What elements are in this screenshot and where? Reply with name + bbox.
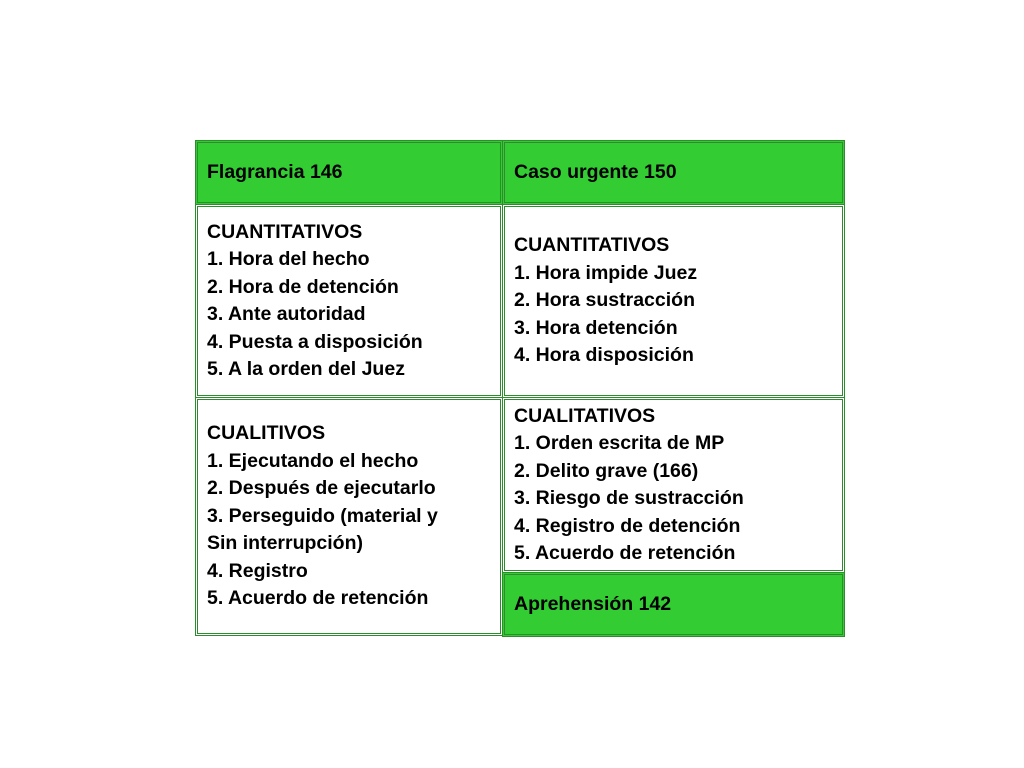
flagrancia-header-text: Flagrancia 146 <box>207 160 343 183</box>
flagrancia-cualitativos-item: Sin interrupción) <box>207 532 363 555</box>
flagrancia-cuantitativos-item: 3. Ante autoridad <box>207 303 366 325</box>
flagrancia-cuantitativos-title: CUANTITATIVOS <box>207 220 363 243</box>
flagrancia-header-cell <box>195 140 503 205</box>
aprehension-header-cell <box>502 572 845 637</box>
flagrancia-cualitativos-cell <box>195 397 503 636</box>
caso-urgente-cuantitativos-title: CUANTITATIVOS <box>514 234 670 257</box>
flagrancia-cuantitativos-cell <box>195 204 503 398</box>
caso-urgente-cuantitativos-item: 3. Hora detención <box>514 316 678 339</box>
aprehension-header-text: Aprehensión 142 <box>514 592 672 615</box>
caso-urgente-cualitativos-title: CUALITATIVOS <box>514 404 656 427</box>
caso-urgente-header-cell <box>502 140 845 205</box>
flagrancia-cualitativos-item: 3. Perseguido (material y <box>207 504 438 527</box>
caso-urgente-cuantitativos-item: 1. Hora impide Juez <box>514 261 698 284</box>
caso-urgente-cuantitativos-cell <box>502 204 845 398</box>
caso-urgente-cualitativos-item: 4. Registro de detención <box>514 514 741 537</box>
flagrancia-cualitativos-title: CUALITIVOS <box>207 422 326 445</box>
flagrancia-cuantitativos-item: 4. Puesta a disposición <box>207 330 423 353</box>
caso-urgente-cualitativos-cell <box>502 397 845 573</box>
flagrancia-cualitativos-item: 2. Después de ejecutarlo <box>207 477 436 500</box>
flagrancia-cuantitativos-item: 1. Hora del hecho <box>207 248 370 270</box>
flagrancia-cualitativos-item: 4. Registro <box>207 559 308 582</box>
flagrancia-cualitativos-item: 5. Acuerdo de retención <box>207 587 429 610</box>
caso-urgente-header-text: Caso urgente 150 <box>514 160 677 183</box>
flagrancia-cuantitativos-item: 5. A la orden del Juez <box>207 358 405 380</box>
caso-urgente-cualitativos-item: 5. Acuerdo de retención <box>514 542 736 564</box>
flagrancia-cuantitativos-item: 2. Hora de detención <box>207 275 399 298</box>
caso-urgente-cualitativos-item: 2. Delito grave (166) <box>514 459 699 482</box>
caso-urgente-cuantitativos-item: 2. Hora sustracción <box>514 289 695 312</box>
caso-urgente-cualitativos-item: 3. Riesgo de sustracción <box>514 487 744 509</box>
caso-urgente-cuantitativos-item: 4. Hora disposición <box>514 344 694 367</box>
flagrancia-cualitativos-item: 1. Ejecutando el hecho <box>207 449 419 472</box>
caso-urgente-cualitativos-item: 1. Orden escrita de MP <box>514 432 725 454</box>
